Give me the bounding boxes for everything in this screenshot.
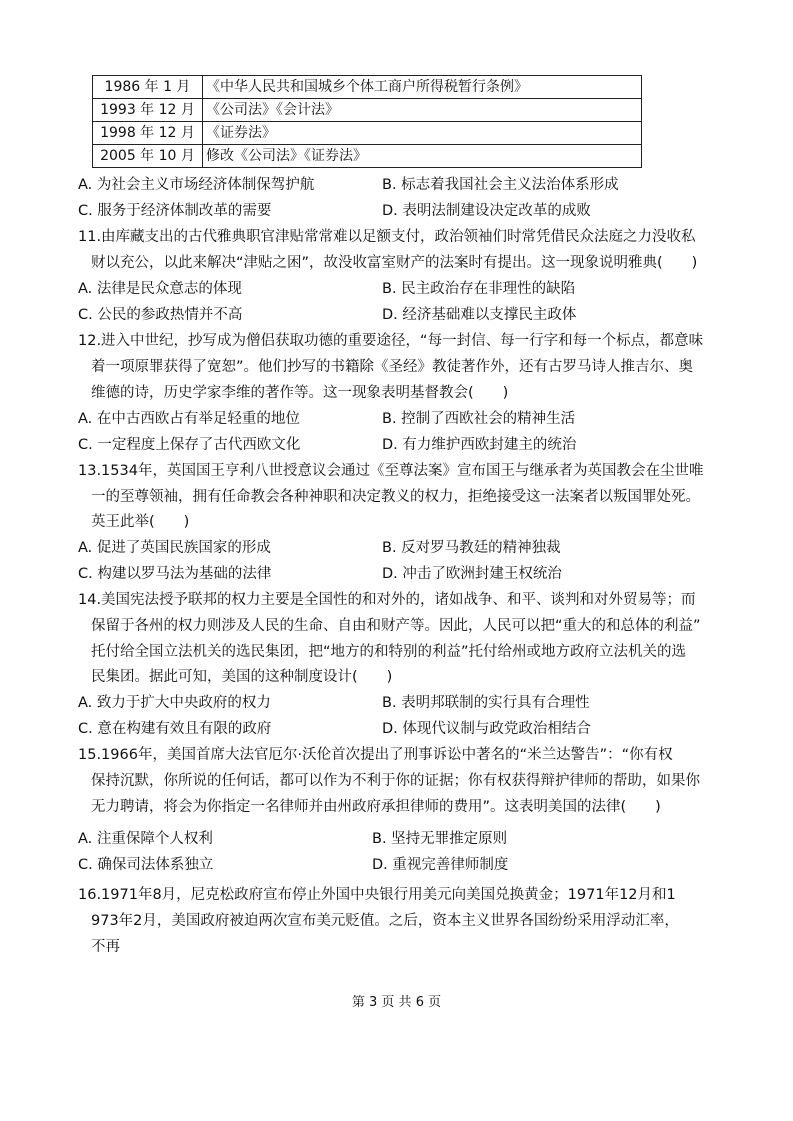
table-cell-date: 1993 年 12 月 — [93, 99, 203, 122]
q12-stem-line: 12.进入中世纪，抄写成为僧侣获取功德的重要途径，“每一封信、每一行字和每一个标点，都意味 — [78, 333, 704, 349]
q16-stem-line: 16.1971年8月，尼克松政府宣布停止外国中央银行用美元向美国兑换黄金；1971年12月和1 — [78, 887, 676, 903]
q13-stem-line: 英王此举( ) — [91, 514, 190, 530]
q10-option-b: B. 标志着我国社会主义法治体系形成 — [382, 177, 619, 193]
q14-stem-line: 民集团。据此可知，美国的这种制度设计( ) — [91, 669, 393, 685]
q13-option-c: C. 构建以罗马法为基础的法律 — [78, 566, 272, 582]
q16-stem-line: 不再 — [91, 939, 120, 955]
table-cell-law: 《中华人民共和国城乡个体工商户所得税暂行条例》 — [203, 76, 642, 99]
q11-option-c: C. 公民的参政热情并不高 — [78, 307, 243, 323]
q15-option-a: A. 注重保障个人权利 — [78, 831, 213, 847]
table-cell-date: 1998 年 12 月 — [93, 122, 203, 145]
q12-option-b: B. 控制了西欧社会的精神生活 — [382, 411, 576, 427]
table-cell-law: 《证券法》 — [203, 122, 642, 145]
table-row — [93, 122, 642, 145]
q15-stem-line: 保持沉默，你所说的任何话，都可以作为不利于你的证据；你有权获得辩护律师的帮助，如果你 — [91, 773, 700, 789]
q14-stem-line: 保留于各州的权力则涉及人民的生命、自由和财产等。因此，人民可以把“重大的和总体的利益” — [91, 618, 701, 634]
law-timeline-table — [92, 75, 642, 168]
table-cell-date: 2005 年 10 月 — [93, 145, 203, 168]
q13-option-a: A. 促进了英国民族国家的形成 — [78, 540, 271, 556]
q14-option-d: D. 体现代议制与政党政治相结合 — [382, 721, 591, 737]
q12-option-d: D. 有力维护西欧封建主的统治 — [382, 437, 577, 453]
q13-option-d: D. 冲击了欧洲封建王权统治 — [382, 566, 562, 582]
q16-stem-line: 973年2月，美国政府被迫两次宣布美元贬值。之后，资本主义世界各国纷纷采用浮动汇率， — [91, 913, 679, 929]
q12-stem-line: 着一项原罪获得了宽恕”。他们抄写的书籍除《圣经》教徒著作外，还有古罗马诗人推吉尔、奥 — [91, 359, 694, 375]
q14-option-b: B. 表明邦联制的实行具有合理性 — [382, 695, 590, 711]
table-row — [93, 145, 642, 168]
table-row — [93, 76, 642, 99]
q10-option-d: D. 表明法制建设决定改革的成败 — [382, 203, 591, 219]
table-cell-date: 1986 年 1 月 — [93, 76, 203, 99]
q15-option-b: B. 坚持无罪推定原则 — [372, 831, 508, 847]
q11-option-d: D. 经济基础难以支撑民主政体 — [382, 307, 577, 323]
page-number-footer: 第 3 页 共 6 页 — [351, 995, 442, 1010]
q11-stem-line: 财以充公，以此来解决“津贴之困”，故没收富室财产的法案时有提出。这一现象说明雅典( ) — [91, 255, 698, 271]
q14-option-c: C. 意在构建有效且有限的政府 — [78, 721, 272, 737]
q14-stem-line: 14.美国宪法授予联邦的权力主要是全国性的和对外的，诸如战争、和平、谈判和对外贸易等；而 — [78, 592, 696, 608]
table-cell-law: 《公司法》《会计法》 — [203, 99, 642, 122]
q11-option-b: B. 民主政治存在非理性的缺陷 — [382, 281, 576, 297]
q12-option-c: C. 一定程度上保存了古代西欧文化 — [78, 437, 301, 453]
q13-option-b: B. 反对罗马教廷的精神独裁 — [382, 540, 561, 556]
q12-option-a: A. 在中古西欧占有举足轻重的地位 — [78, 411, 300, 427]
q15-stem-line: 15.1966年，美国首席大法官厄尔·沃伦首次提出了刑事诉讼中著名的“米兰达警告”：“你有权 — [78, 747, 673, 763]
q15-stem-line: 无力聘请，将会为你指定一名律师并由州政府承担律师的费用”。这表明美国的法律( ) — [91, 799, 661, 815]
table-row — [93, 99, 642, 122]
q15-option-c: C. 确保司法体系独立 — [78, 857, 214, 873]
q11-option-a: A. 法律是民众意志的体现 — [78, 281, 242, 297]
q10-option-c: C. 服务于经济体制改革的需要 — [78, 203, 272, 219]
q10-option-a: A. 为社会主义市场经济体制保驾护航 — [78, 177, 315, 193]
q14-stem-line: 托付给全国立法机关的选民集团，把“地方的和特别的利益”托付给州或地方政府立法机关的选 — [91, 644, 687, 660]
q12-stem-line: 维德的诗，历史学家李维的著作等。这一现象表明基督教会( ) — [91, 385, 509, 401]
q13-stem-line: 一的至尊领袖，拥有任命教会各种神职和决定教义的权力，拒绝接受这一法案者以叛国罪处死。 — [91, 489, 700, 505]
q13-stem-line: 13.1534年，英国国王亨利八世授意议会通过《至尊法案》宣布国王与继承者为英国教会在尘世唯 — [78, 463, 704, 479]
q15-option-d: D. 重视完善律师制度 — [372, 857, 509, 873]
table-cell-law: 修改《公司法》《证券法》 — [203, 145, 642, 168]
q14-option-a: A. 致力于扩大中央政府的权力 — [78, 695, 271, 711]
q11-stem-line: 11.由库藏支出的古代雅典职官津贴常常难以足额支付，政治领袖们时常凭借民众法庭之力没收私 — [78, 229, 696, 245]
